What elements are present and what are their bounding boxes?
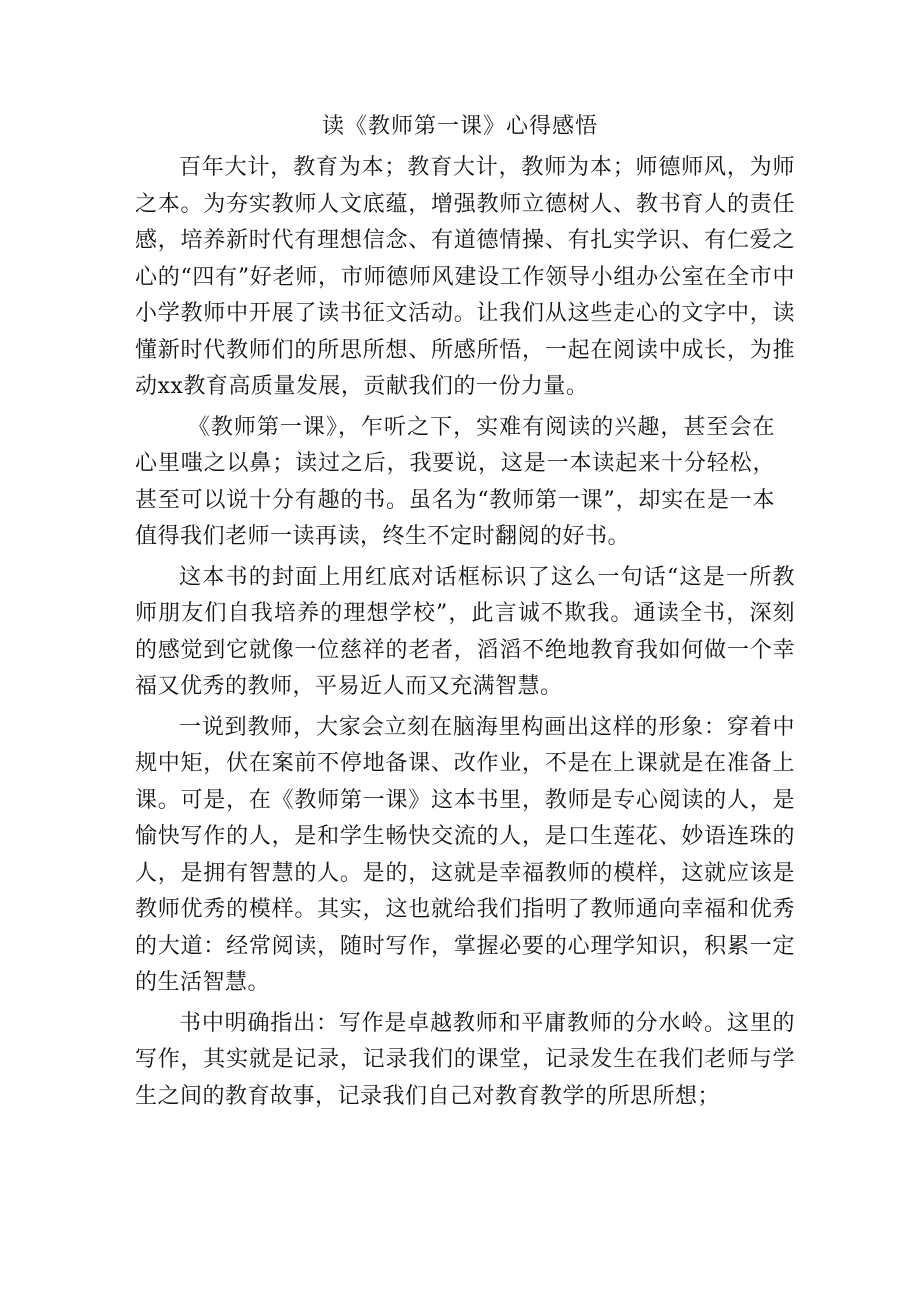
paragraph-2: 《教师第一课》，乍听之下，实难有阅读的兴趣，甚至会在心里嗤之以鼻；读过之后，我要说，这是一本读起来十分轻松，甚至可以说十分有趣的书。虽名为“教师第一课”，却实在是一本值得我们老师一读再读，终生不定时翻阅的好书。: [135, 414, 775, 549]
paragraph-4: 一说到教师，大家会立刻在脑海里构画出这样的形象：穿着中规中矩，伏在案前不停地备课、改作业，不是在上课就是在准备上课。可是，在《教师第一课》这本书里，教师是专心阅读的人，是愉快写作的人，是和学生畅快交流的人，是口生莲花、妙语连珠的人，是拥有智慧的人。是的，这就是幸福教师的模样，这就应该是教师优秀的模样。其实，这也就给我们指明了教师通向幸福和优秀的大道：经常阅读，随时写作，掌握必要的心理学知识，积累一定的生活智慧。: [135, 714, 795, 995]
document-title: 读《教师第一课》心得感悟: [321, 114, 598, 139]
paragraph-3: 这本书的封面上用红底对话框标识了这么一句话“这是一所教师朋友们自我培养的理想学校”，此言诚不欺我。通读全书，深刻的感觉到它就像一位慈祥的老者，滔滔不绝地教育我如何做一个幸福又优秀的教师，平易近人而又充满智慧。: [135, 564, 795, 699]
document-body: [135, 150, 795, 1119]
paragraph-1: 百年大计，教育为本；教育大计，教师为本；师德师风，为师之本。为夯实教师人文底蕴，增强教师立德树人、教书育人的责任感，培养新时代有理想信念、有道德情操、有扎实学识、有仁爱之心的“四有”好老师，市师德师风建设工作领导小组办公室在全市中小学教师中开展了读书征文活动。让我们从这些走心的文字中，读懂新时代教师们的所思所想、所感所悟，一起在阅读中成长，为推动xx教育高质量发展，贡献我们的一份力量。: [135, 155, 795, 399]
paragraph-5: 书中明确指出：写作是卓越教师和平庸教师的分水岭。这里的写作，其实就是记录，记录我们的课堂，记录发生在我们老师与学生之间的教育故事，记录我们自己对教育教学的所思所想；: [135, 1010, 795, 1109]
